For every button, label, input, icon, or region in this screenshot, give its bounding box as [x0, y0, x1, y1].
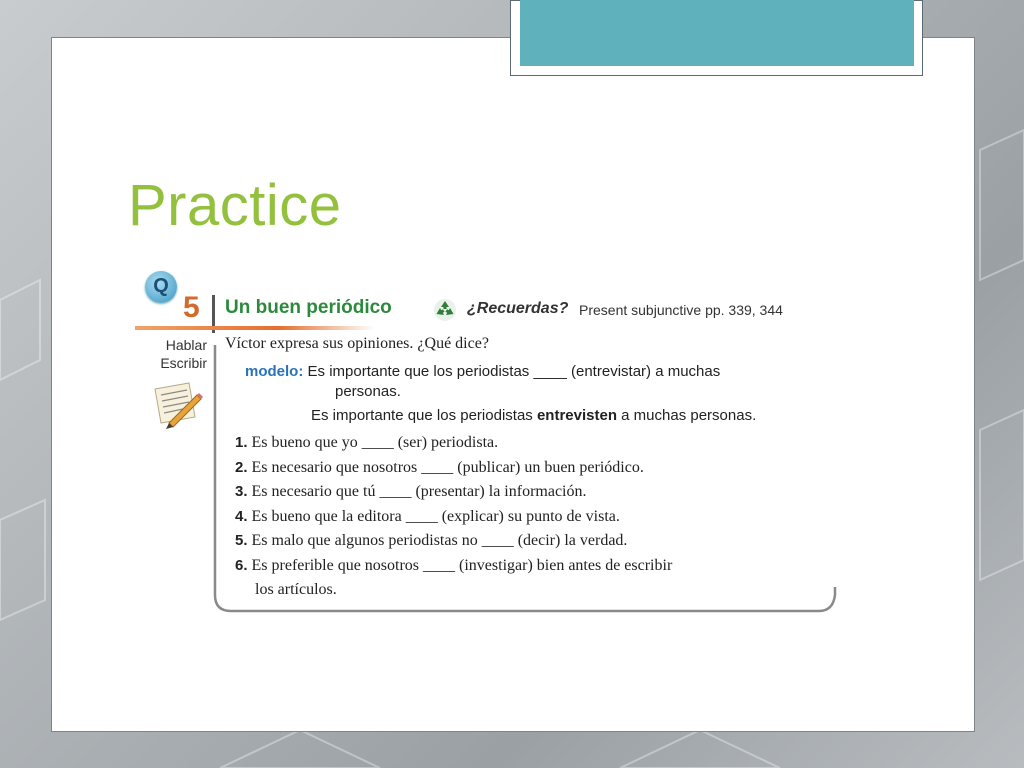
- item-text: Es necesario que tú ____ (presentar) la información.: [247, 483, 587, 500]
- exercise-items: [235, 431, 672, 603]
- item-text: Es preferible que nosotros ____ (investigar) bien antes de escribir: [247, 556, 673, 574]
- item-number: 6.: [235, 556, 248, 574]
- modelo-answer-post: a muchas personas.: [617, 407, 757, 424]
- skill-label-escribir: Escribir: [160, 355, 207, 371]
- accent-bar: [520, 0, 914, 66]
- q-badge-icon: Q: [145, 271, 177, 303]
- slide-title: Practice: [128, 173, 342, 238]
- exercise-number: 5: [183, 291, 200, 324]
- list-item: [235, 480, 672, 505]
- paper-pencil-icon: [149, 379, 205, 431]
- modelo-answer: [311, 407, 756, 424]
- list-item: [235, 505, 672, 530]
- skill-label-hablar: Hablar: [165, 337, 207, 353]
- recuerdas-label: ¿Recuerdas?: [467, 300, 569, 317]
- exercise-image: [135, 265, 847, 645]
- item-text: Es necesario que nosotros ____ (publicar) un buen periódico.: [247, 458, 644, 476]
- item-text: Es malo que algunos periodistas no ____ (decir) la verdad.: [247, 532, 628, 549]
- list-item: [235, 431, 672, 456]
- orange-rule: [135, 326, 375, 330]
- modelo-answer-verb: entrevisten: [536, 407, 617, 424]
- item-text: Es bueno que yo ____ (ser) periodista.: [247, 434, 499, 451]
- recycle-icon: [433, 298, 457, 322]
- list-item-continuation: los artículos.: [255, 581, 337, 598]
- item-number: 1.: [235, 434, 248, 451]
- item-number: 4.: [235, 507, 248, 525]
- instruction-text: Víctor expresa sus opiniones. ¿Qué dice?: [225, 335, 489, 352]
- modelo-answer-pre: Es importante que los periodistas: [311, 407, 537, 424]
- modelo-prompt: Es importante que los periodistas ____ (entrevistar) a muchas: [307, 363, 721, 380]
- list-item: [235, 554, 672, 579]
- exercise-title: Un buen periódico: [225, 297, 392, 318]
- modelo-label: modelo:: [245, 363, 304, 380]
- item-number: 5.: [235, 532, 248, 549]
- modelo-line2: personas.: [335, 383, 401, 400]
- list-item: [235, 456, 672, 481]
- modelo-line1: [245, 363, 720, 380]
- list-item: [235, 529, 672, 554]
- reference-text: Present subjunctive pp. 339, 344: [579, 302, 783, 318]
- item-number: 2.: [235, 458, 248, 476]
- item-text: Es bueno que la editora ____ (explicar) su punto de vista.: [247, 507, 620, 525]
- item-number: 3.: [235, 483, 248, 500]
